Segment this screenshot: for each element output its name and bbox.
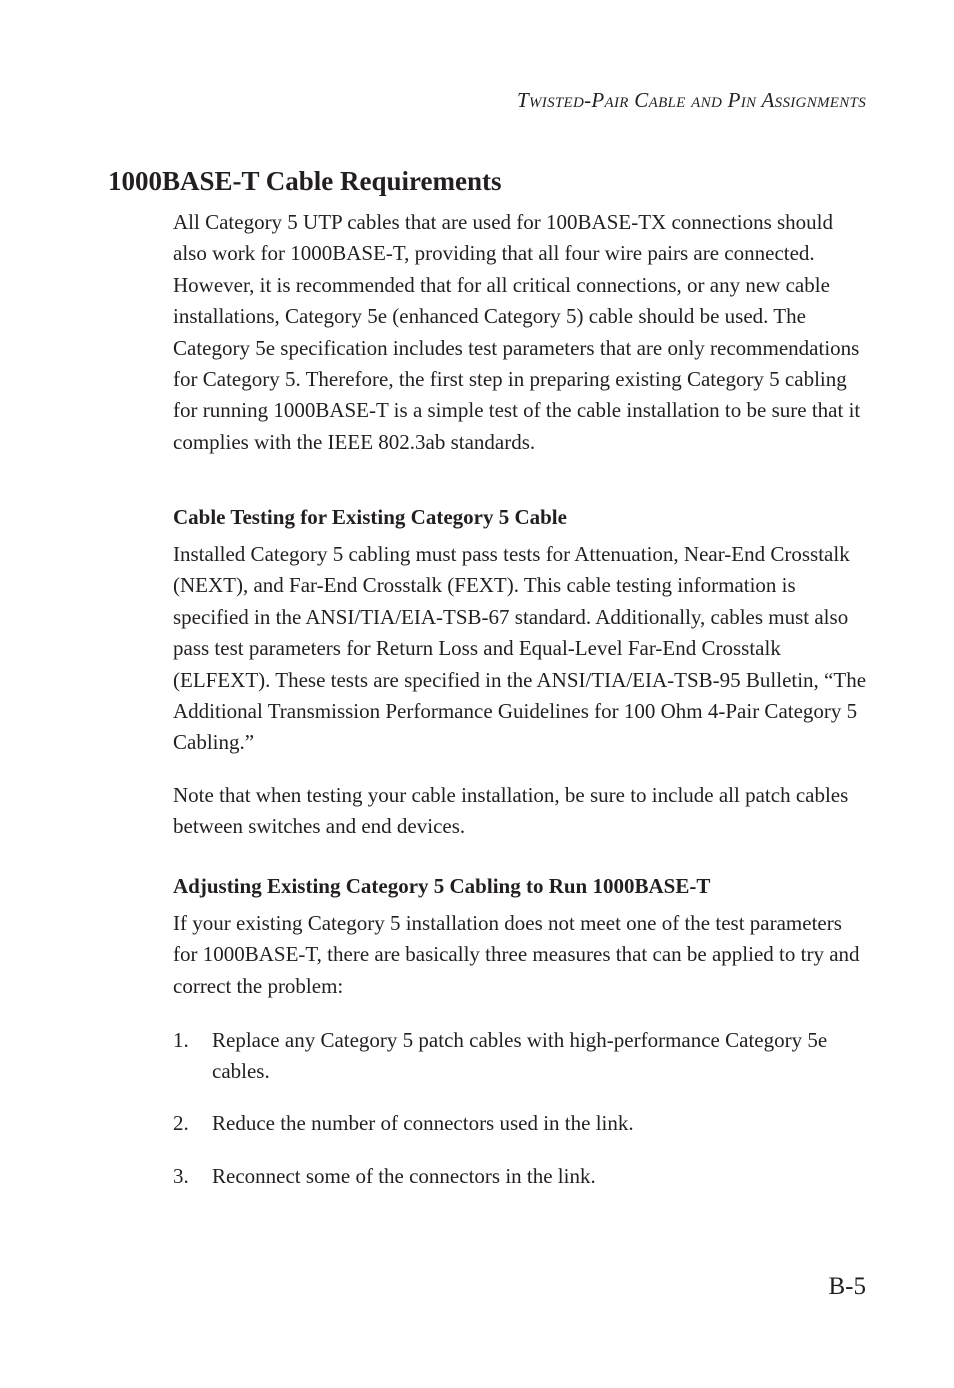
- adjusting-intro-paragraph: If your existing Category 5 installation does not meet one of the test parameters for 1000BASE-T, there are basically three measures that can be applied to try and correct the problem:: [173, 911, 860, 998]
- section-intro-block: [173, 207, 868, 458]
- cable-testing-heading: Cable Testing for Existing Category 5 Cable: [173, 505, 567, 529]
- adjusting-heading: Adjusting Existing Category 5 Cabling to Run 1000BASE-T: [173, 874, 711, 898]
- section-intro-paragraph: All Category 5 UTP cables that are used for 100BASE-TX connections should also work for 1000BASE-T, providing that all four wire pairs are connected. However, it is recommended that for all critical connections, or any new cable installations, Category 5e (enhanced Category 5) cable should be used. The Category 5e specification includes test parameters that are only recommendations for Category 5. Therefore, the first step in preparing existing Category 5 cabling for running 1000BASE-T is a simple test of the cable installation to be sure that it complies with the IEEE 802.3ab standards.: [173, 210, 861, 454]
- list-item: [173, 1025, 868, 1086]
- testing-note-paragraph: Note that when testing your cable installation, be sure to include all patch cables between switches and end devices.: [173, 783, 849, 839]
- section-title: 1000BASE-T Cable Requirements: [108, 166, 502, 196]
- list-item-number: 3.: [173, 1164, 189, 1188]
- running-header: Twisted-Pair Cable and Pin Assignments: [517, 88, 866, 112]
- list-item: [173, 1108, 868, 1139]
- page-number: B-5: [828, 1273, 866, 1300]
- list-item-text: Reduce the number of connectors used in the link.: [212, 1111, 634, 1135]
- list-item-text: Replace any Category 5 patch cables with high-performance Category 5e cables.: [212, 1028, 828, 1083]
- list-item-text: Reconnect some of the connectors in the link.: [212, 1164, 596, 1188]
- adjusting-intro-block: [173, 908, 868, 1002]
- list-item-number: 1.: [173, 1028, 189, 1052]
- adjusting-heading-block: [173, 874, 868, 899]
- list-item: [173, 1161, 868, 1192]
- testing-note-block: [173, 780, 868, 843]
- list-item-number: 2.: [173, 1111, 189, 1135]
- cable-testing-para1-block: [173, 539, 868, 759]
- cable-testing-heading-block: [173, 505, 868, 530]
- cable-testing-paragraph: Installed Category 5 cabling must pass tests for Attenuation, Near-End Crosstalk (NEXT), and Far-End Crosstalk (FEXT). This cable testing information is specified in the ANSI/TIA/EIA-TSB-67 standard. Additionally, cables must also pass test parameters for Return Loss and Equal-Level Far-End Crosstalk (ELFEXT). These tests are specified in the ANSI/TIA/EIA-TSB-95 Bulletin, “The Additional Transmission Performance Guidelines for 100 Ohm 4-Pair Category 5 Cabling.”: [173, 542, 867, 755]
